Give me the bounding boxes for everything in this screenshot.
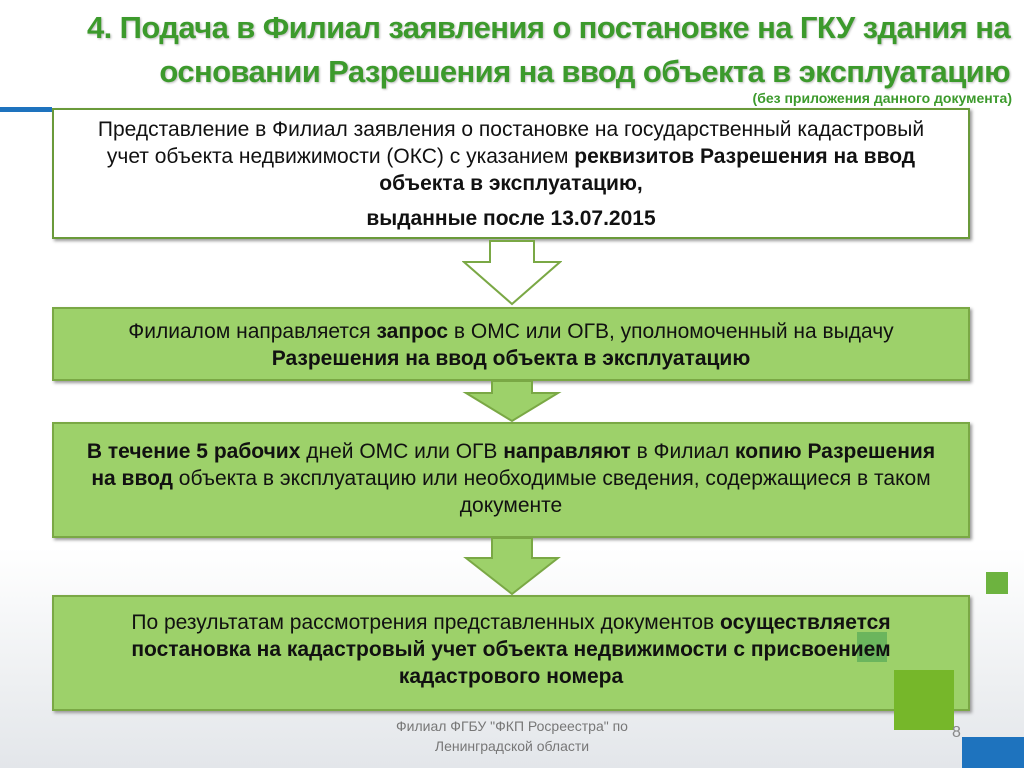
bold-text: направляют xyxy=(503,440,631,463)
arrow-down-icon xyxy=(462,240,562,306)
bold-text: копию Разрешения на ввод xyxy=(91,440,936,490)
footer-line-2: Ленинградской области xyxy=(434,738,590,754)
text: в ОМС или ОГВ, уполномоченный на выдачу xyxy=(448,320,894,343)
bold-text: реквизитов Разрешения на ввод объекта в эксплуатацию, xyxy=(379,145,916,195)
footer xyxy=(362,716,662,756)
text: объекта в эксплуатацию или необходимые сведения, содержащиеся в таком документе xyxy=(172,467,931,517)
page-number: 8 xyxy=(952,724,961,741)
step-text xyxy=(74,318,948,372)
text: Представление в Филиал заявления о постановке на государственный кадастровый учет объекта недвижимости (ОКС) с указанием xyxy=(97,118,925,168)
step-2-box xyxy=(52,307,970,381)
text: дней ОМС или ОГВ xyxy=(300,440,504,463)
step-1-box xyxy=(52,108,970,239)
step-text xyxy=(74,438,948,519)
bold-text: запрос xyxy=(376,320,449,343)
step-3-box xyxy=(52,422,970,538)
title-note: (без приложения данного документа) xyxy=(752,90,1012,106)
blue-accent-bar xyxy=(0,107,52,112)
decor-square-blue xyxy=(962,737,1024,768)
text: По результатам рассмотрения представленных документов xyxy=(131,611,721,634)
bold-text: В течение 5 рабочих xyxy=(86,440,301,463)
step-date-note: выданные после 13.07.2015 xyxy=(366,207,656,230)
footer-line-1: Филиал ФГБУ "ФКП Росреестра" по xyxy=(396,718,628,734)
step-4-box xyxy=(52,595,970,711)
bold-text: осуществляется постановка на кадастровый учет объекта недвижимости с присвоением кадастрового номера xyxy=(131,611,891,688)
title-line-2: основании Разрешения на ввод объекта в эксплуатацию xyxy=(159,54,1010,89)
decor-square xyxy=(986,572,1008,594)
text: Филиалом направляется xyxy=(128,320,377,343)
title-line-1: 4. Подача в Филиал заявления о постановке на ГКУ здания на xyxy=(86,10,1010,45)
text: в Филиал xyxy=(630,440,736,463)
arrow-down-icon xyxy=(462,381,562,423)
arrow-down-icon xyxy=(462,538,562,596)
bold-text: Разрешения на ввод объекта в эксплуатацию xyxy=(271,347,751,370)
step-text xyxy=(74,609,948,690)
step-text xyxy=(74,116,948,197)
slide-title xyxy=(87,6,1010,94)
